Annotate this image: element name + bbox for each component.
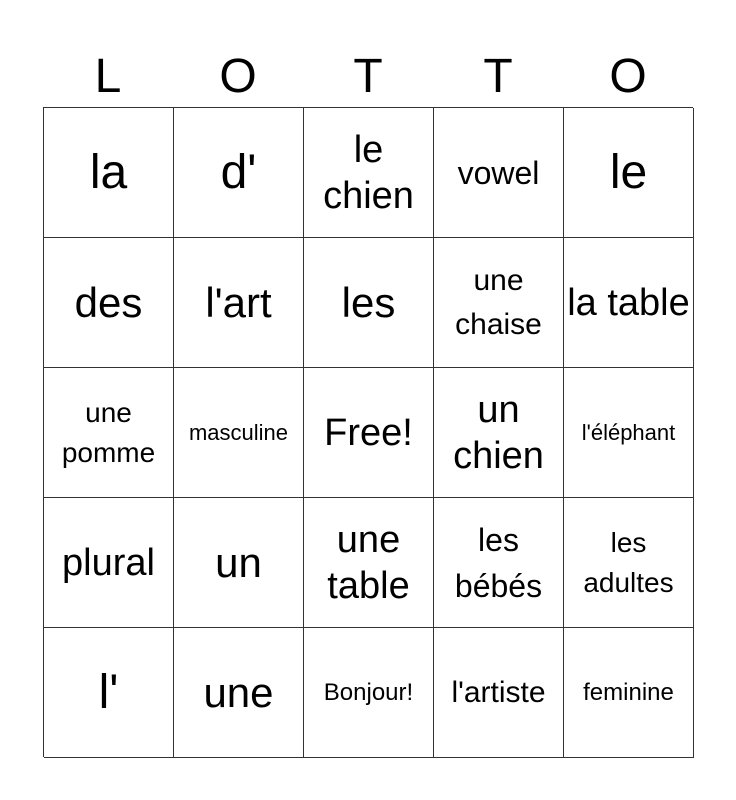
- cell-text: les adultes: [583, 526, 674, 598]
- cell-text: un: [215, 538, 262, 586]
- cell-text: un chien: [453, 388, 544, 477]
- cell-text: la: [89, 145, 128, 199]
- cell-text: la table: [567, 281, 690, 324]
- bingo-header: [43, 48, 693, 106]
- cell-text: Bonjour!: [323, 678, 414, 706]
- header-letter-o: O: [219, 50, 257, 103]
- cell-text: vowel: [457, 154, 540, 191]
- cell-text: une chaise: [455, 263, 542, 341]
- cell-text: le chien: [323, 128, 414, 217]
- cell-text: le: [609, 145, 648, 199]
- board-cell[interactable]: [44, 108, 174, 238]
- cell-text: les: [341, 278, 396, 326]
- board-cell free-space[interactable]: [304, 368, 434, 498]
- board-cell[interactable]: [44, 498, 174, 628]
- cell-text: masculine: [188, 419, 289, 445]
- cell-text: l': [98, 665, 119, 719]
- board-cell[interactable]: [434, 108, 564, 238]
- board-cell[interactable]: [304, 238, 434, 368]
- board-cell[interactable]: [304, 628, 434, 758]
- board-cell[interactable]: [174, 238, 304, 368]
- cell-text: des: [74, 278, 143, 326]
- cell-text: une table: [327, 518, 410, 607]
- cell-text: plural: [62, 541, 155, 584]
- board-cell[interactable]: [434, 368, 564, 498]
- board-cell[interactable]: [564, 238, 694, 368]
- cell-text: les bébés: [454, 521, 543, 604]
- cell-text: une pomme: [61, 396, 156, 468]
- board-cell[interactable]: [434, 498, 564, 628]
- cell-text: Free!: [324, 411, 413, 454]
- board-cell[interactable]: [304, 498, 434, 628]
- bingo-board: [43, 107, 693, 757]
- board-cell[interactable]: [174, 108, 304, 238]
- board-cell[interactable]: [174, 368, 304, 498]
- board-cell[interactable]: [44, 628, 174, 758]
- cell-text: l'éléphant: [581, 419, 676, 445]
- board-cell[interactable]: [174, 498, 304, 628]
- cell-text: une: [203, 668, 274, 716]
- board-cell[interactable]: [44, 368, 174, 498]
- board-cell[interactable]: [304, 108, 434, 238]
- board-cell[interactable]: [434, 628, 564, 758]
- board-cell[interactable]: [564, 368, 694, 498]
- header-letter-t-2: T: [483, 50, 513, 103]
- header-letter-l: L: [94, 50, 122, 103]
- cell-text: d': [220, 145, 257, 199]
- cell-text: l'art: [205, 278, 272, 326]
- cell-text: feminine: [583, 678, 674, 706]
- board-cell[interactable]: [564, 108, 694, 238]
- board-cell[interactable]: [564, 498, 694, 628]
- header-letter-o-2: O: [609, 50, 647, 103]
- board-cell[interactable]: [44, 238, 174, 368]
- board-cell[interactable]: [174, 628, 304, 758]
- board-cell[interactable]: [434, 238, 564, 368]
- cell-text: l'artiste: [451, 675, 546, 709]
- board-cell[interactable]: [564, 628, 694, 758]
- header-letter-t: T: [353, 50, 383, 103]
